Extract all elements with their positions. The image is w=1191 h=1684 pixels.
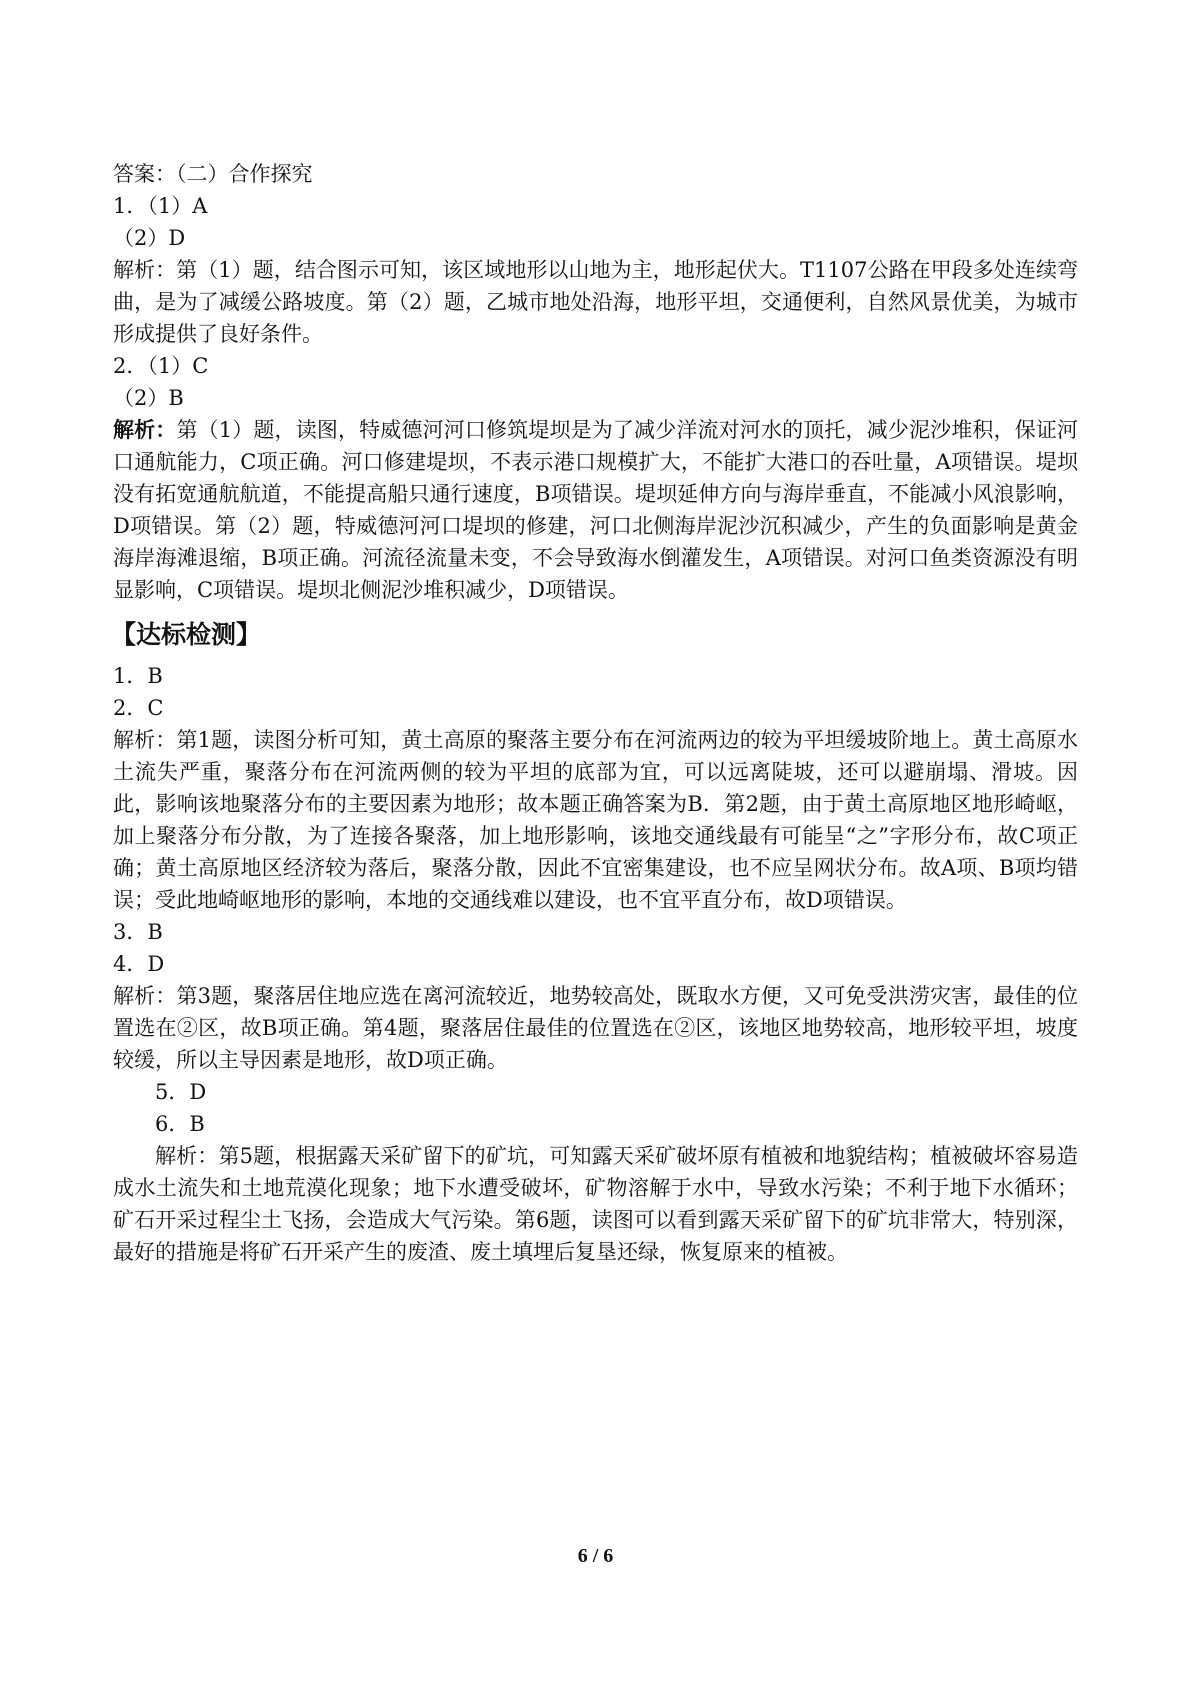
answer-item: （2）D bbox=[113, 226, 186, 250]
section-title: 答案：（二）合作探究 bbox=[113, 162, 313, 186]
page-number: 6 / 6 bbox=[577, 1545, 614, 1567]
analysis-text: 第（1）题，读图，特威德河河口修筑堤坝是为了减少洋流对河水的顶托，减少泥沙堆积，保证河口通航能力，C项正确。河口修建堤坝，不表示港口规模扩大，不能扩大港口的吞吐量，A项错误。堤坝没有拓宽通航航道，不能提高船只通行速度，B项错误。堤坝延伸方向与海岸垂直，不能减小风浪影响，D项错误。第（2）题，特威德河河口堤坝的修建，河口北侧海岸泥沙沉积减少，产生的负面影响是黄金海岸海滩退缩，B项正确。河流径流量未变，不会导致海水倒灌发生，A项错误。对河口鱼类资源没有明显影响，C项错误。堤坝北侧泥沙堆积减少，D项错误。 bbox=[113, 418, 1079, 602]
analysis-paragraph: 解析：第3题，聚落居住地应选在离河流较近，地势较高处，既取水方便，又可免受洪涝灾害，最佳的位置选在②区，故B项正确。第4题，聚落居住最佳的位置选在②区，该地区地势较高，地形较平坦，坡度较缓，所以主导因素是地形，故D项正确。 bbox=[113, 984, 1078, 1072]
answer-item: （2）B bbox=[113, 386, 184, 410]
section-heading: 【达标检测】 bbox=[111, 620, 262, 649]
answer-item: 5．D bbox=[155, 1080, 207, 1104]
analysis-paragraph: 解析：第（1）题，结合图示可知，该区域地形以山地为主，地形起伏大。T1107公路在甲段多处连续弯曲，是为了减缓公路坡度。第（2）题，乙城市地处沿海，地形平坦，交通便利，自然风景优美，为城市形成提供了良好条件。 bbox=[113, 258, 1078, 346]
analysis-paragraph: 解析：第5题，根据露天采矿留下的矿坑，可知露天采矿破坏原有植被和地貌结构；植被破坏容易造成水土流失和土地荒漠化现象；地下水遭受破坏，矿物溶解于水中，导致水污染；不利于地下水循环；矿石开采过程尘土飞扬，会造成大气污染。第6题，读图可以看到露天采矿留下的矿坑非常大，特别深，最好的措施是将矿石开采产生的废渣、废土填埋后复垦还绿，恢复原来的植被。 bbox=[113, 1144, 1078, 1264]
answer-item: 4．D bbox=[113, 952, 165, 976]
analysis-paragraph: 解析：第1题，读图分析可知，黄土高原的聚落主要分布在河流两边的较为平坦缓坡阶地上。黄土高原水土流失严重，聚落分布在河流两侧的较为平坦的底部为宜，可以远离陡坡，还可以避崩塌、滑坡。因此，影响该地聚落分布的主要因素为地形；故本题正确答案为B．第2题，由于黄土高原地区地形崎岖，加上聚落分布分散，为了连接各聚落，加上地形影响，该地交通线最有可能呈“之”字形分布，故C项正确；黄土高原地区经济较为落后，聚落分散，因此不宜密集建设，也不应呈网状分布。故A项、B项均错误；受此地崎岖地形的影响，本地的交通线难以建设，也不宜平直分布，故D项错误。 bbox=[113, 728, 1078, 912]
answer-item: 2．C bbox=[113, 696, 164, 720]
answer-item: 1．B bbox=[113, 664, 163, 688]
analysis-paragraph bbox=[113, 414, 1078, 606]
analysis-label: 解析： bbox=[113, 417, 177, 442]
answer-item: 3．B bbox=[113, 920, 163, 944]
answer-item: 1．（1）A bbox=[113, 194, 208, 218]
answer-item: 2．（1）C bbox=[113, 354, 209, 378]
answer-item: 6．B bbox=[155, 1112, 205, 1136]
answer-content bbox=[113, 158, 1078, 1268]
